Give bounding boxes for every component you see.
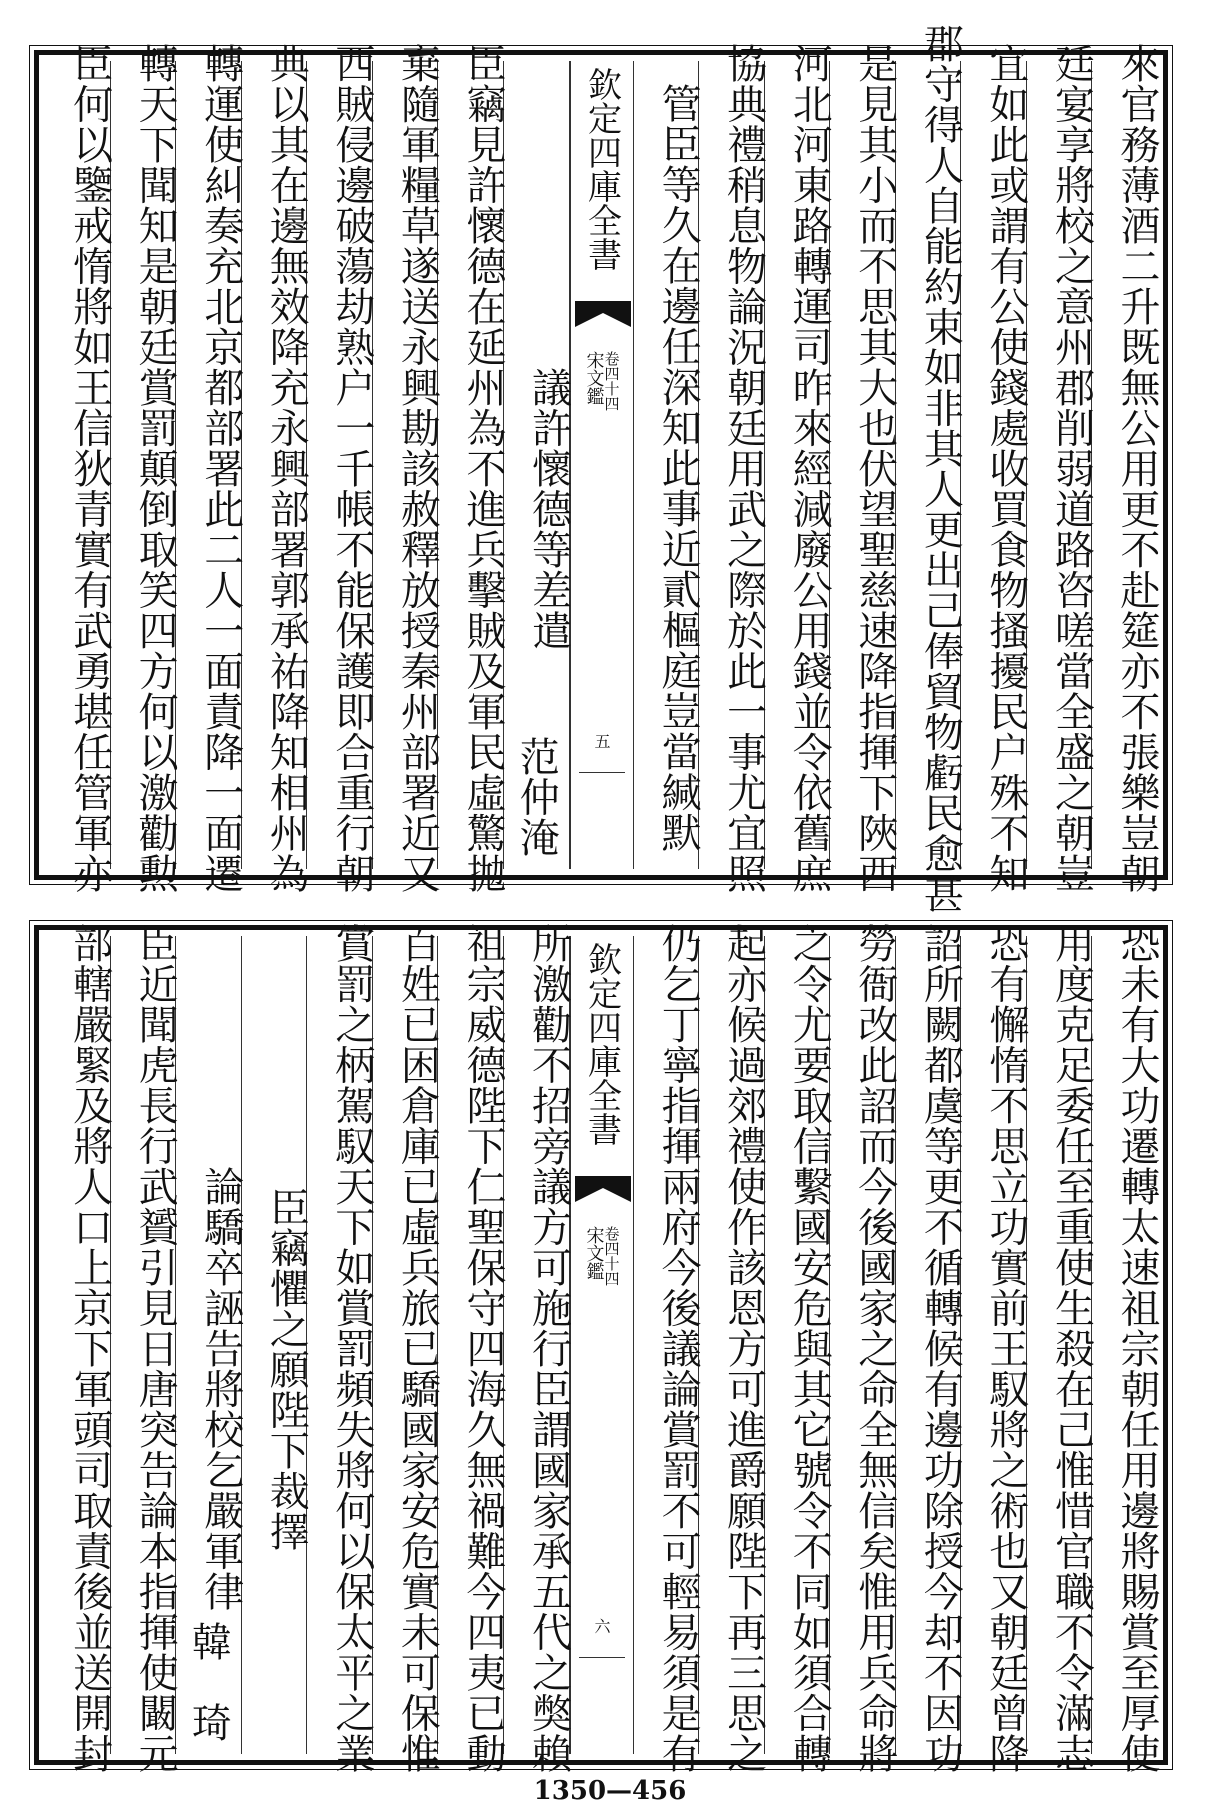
column-text: 祖宗威德陛下仁聖保守四海久無禍難今四夷已動 — [459, 922, 506, 1774]
text-column — [765, 42, 833, 894]
column-text: 郡守得人自能約束如非其人更出己俸貿物虧民愈甚 — [917, 22, 964, 914]
center-ribbon — [570, 61, 634, 869]
column-text: 棄隨軍糧草遂送永興勘該赦釋放授秦州部署近又 — [394, 42, 441, 894]
column-text: 臣何以鑒戒惰將如王信狄青實有武勇堪任管軍亦 — [66, 42, 113, 894]
text-column — [242, 936, 308, 1754]
column-text: 所激勸不招旁議方可施行臣謂國家承五代之獘賴 — [525, 922, 572, 1774]
column-text: 廷宴享將校之意州郡削弱道路咨嗟當全盛之朝豈 — [1048, 42, 1095, 894]
fishtail-mark-icon — [575, 301, 631, 327]
heading-column — [504, 61, 570, 869]
text-column — [438, 42, 506, 894]
column-text: 臣竊懼之願陛下裁擇 — [263, 1186, 310, 1552]
column-text: 是見其小而不思其大也伏望聖慈速降指揮下陜西 — [851, 42, 898, 894]
column-text: 用度克足委任至重使生殺在己惟惜官職不令滿志 — [1048, 922, 1095, 1774]
fishtail-mark-icon — [575, 1176, 631, 1202]
page-block-bottom — [34, 922, 1168, 1774]
text-columns-top — [45, 22, 1160, 914]
text-column — [1027, 42, 1095, 894]
text-column — [373, 42, 441, 894]
column-text: 百姓已困倉庫已虛兵旅已驕國家安危實未可保惟 — [394, 922, 441, 1774]
column-text: 議許懷德等差遣 — [525, 367, 572, 651]
text-column — [307, 922, 375, 1774]
column-text: 仍乞丁寧指揮兩府今後議論賞罰不可輕易須是有 — [655, 922, 702, 1774]
heading-column — [176, 936, 242, 1754]
text-column — [1092, 42, 1160, 894]
leaf-number: 六 — [592, 1618, 611, 1634]
text-column — [45, 922, 113, 1774]
text-column — [111, 922, 179, 1774]
text-column — [1092, 922, 1160, 1774]
text-column — [504, 922, 572, 1774]
column-text: 賞罰之柄駕馭天下如賞罰頻失將何以保太平之業 — [328, 922, 375, 1774]
text-column — [765, 922, 833, 1774]
volume-label: 卷四十四 — [602, 351, 621, 411]
column-text: 論驕卒誣告將校乞嚴軍律 — [197, 1166, 244, 1612]
text-column — [961, 42, 1029, 894]
page-number: 1350—456 — [533, 1776, 687, 1806]
text-column — [896, 922, 964, 1774]
text-column — [307, 42, 375, 894]
volume-label: 卷四十四 — [602, 1226, 621, 1286]
column-text: 轉天下聞知是朝廷賞罰顛倒取笑四方何以激勸勲 — [132, 42, 179, 894]
column-text: 管臣等久在邊任深知此事近貳樞庭豈當緘默 — [655, 83, 702, 853]
column-text: 起亦候過郊禮使作該恩方可進爵願陛下再三思之 — [720, 922, 767, 1774]
text-column — [45, 42, 113, 894]
column-text: 河北河東路轉運司昨來經減廢公用錢並令依舊庶 — [786, 42, 833, 894]
collection-title: 欽定四庫全書 — [581, 67, 622, 271]
column-text: 臣竊見許懷德在延州為不進兵擊賊及軍民虛驚拋 — [459, 42, 506, 894]
ribbon-rule — [579, 1657, 625, 1658]
page-block-top — [34, 22, 1168, 914]
author-name: 范仲淹 — [513, 735, 560, 857]
text-column — [699, 922, 767, 1774]
column-text: 來官務薄酒二升既無公用更不赴筵亦不張樂豈朝 — [1114, 42, 1160, 894]
column-text: 協典禮稍息物論況朝廷用武之際於此一事尤宜照 — [720, 42, 767, 894]
book-title: 宋文鑑 — [583, 1226, 605, 1280]
column-text: 宜如此或謂有公使錢處收買食物搔擾民户殊不知 — [982, 42, 1029, 894]
text-column — [830, 922, 898, 1774]
text-column — [634, 922, 702, 1774]
text-column — [111, 42, 179, 894]
column-text: 轉運使糾奏充北京都部署此二人一面責降一面遷 — [197, 42, 244, 894]
text-column — [1027, 922, 1095, 1774]
column-text: 部轄嚴緊及將人口上京下軍頭司取責後並送開封 — [66, 922, 113, 1774]
column-text: 西賊侵邊破蕩劫熟户一千帳不能保護即合重行朝 — [328, 42, 375, 894]
author-name: 韓 琦 — [185, 1620, 232, 1742]
leaf-number: 五 — [592, 733, 611, 749]
collection-title: 欽定四庫全書 — [581, 942, 622, 1146]
column-text: 之令尤要取信繫國安危與其它號令不同如須合轉 — [786, 922, 833, 1774]
column-text: 恐未有大功遷轉太速祖宗朝任用邊將賜賞至厚使 — [1114, 922, 1160, 1774]
column-text: 勞衙改此詔而今後國家之命全無信矣惟用兵命將 — [851, 922, 898, 1774]
text-column — [896, 22, 964, 914]
text-column — [242, 42, 310, 894]
column-text: 臣近聞虎長行武贇引見日唐突告論本指揮使闞元 — [132, 922, 179, 1774]
text-column — [373, 922, 441, 1774]
text-column — [634, 61, 700, 869]
ribbon-rule — [579, 772, 625, 773]
column-text: 典以其在邊無效降充永興部署郭承祐降知相州為 — [263, 42, 310, 894]
book-title: 宋文鑑 — [583, 351, 605, 405]
text-column — [438, 922, 506, 1774]
text-column — [176, 42, 244, 894]
text-columns-bottom — [45, 922, 1160, 1774]
text-column — [699, 42, 767, 894]
center-ribbon — [570, 936, 634, 1754]
column-text: 詔所闕都虞等更不循轉候有邊功除授今却不因功 — [917, 922, 964, 1774]
column-text: 恐有懈惰不思立功實前王馭將之術也又朝廷曾降 — [982, 922, 1029, 1774]
text-column — [961, 922, 1029, 1774]
text-column — [830, 42, 898, 894]
